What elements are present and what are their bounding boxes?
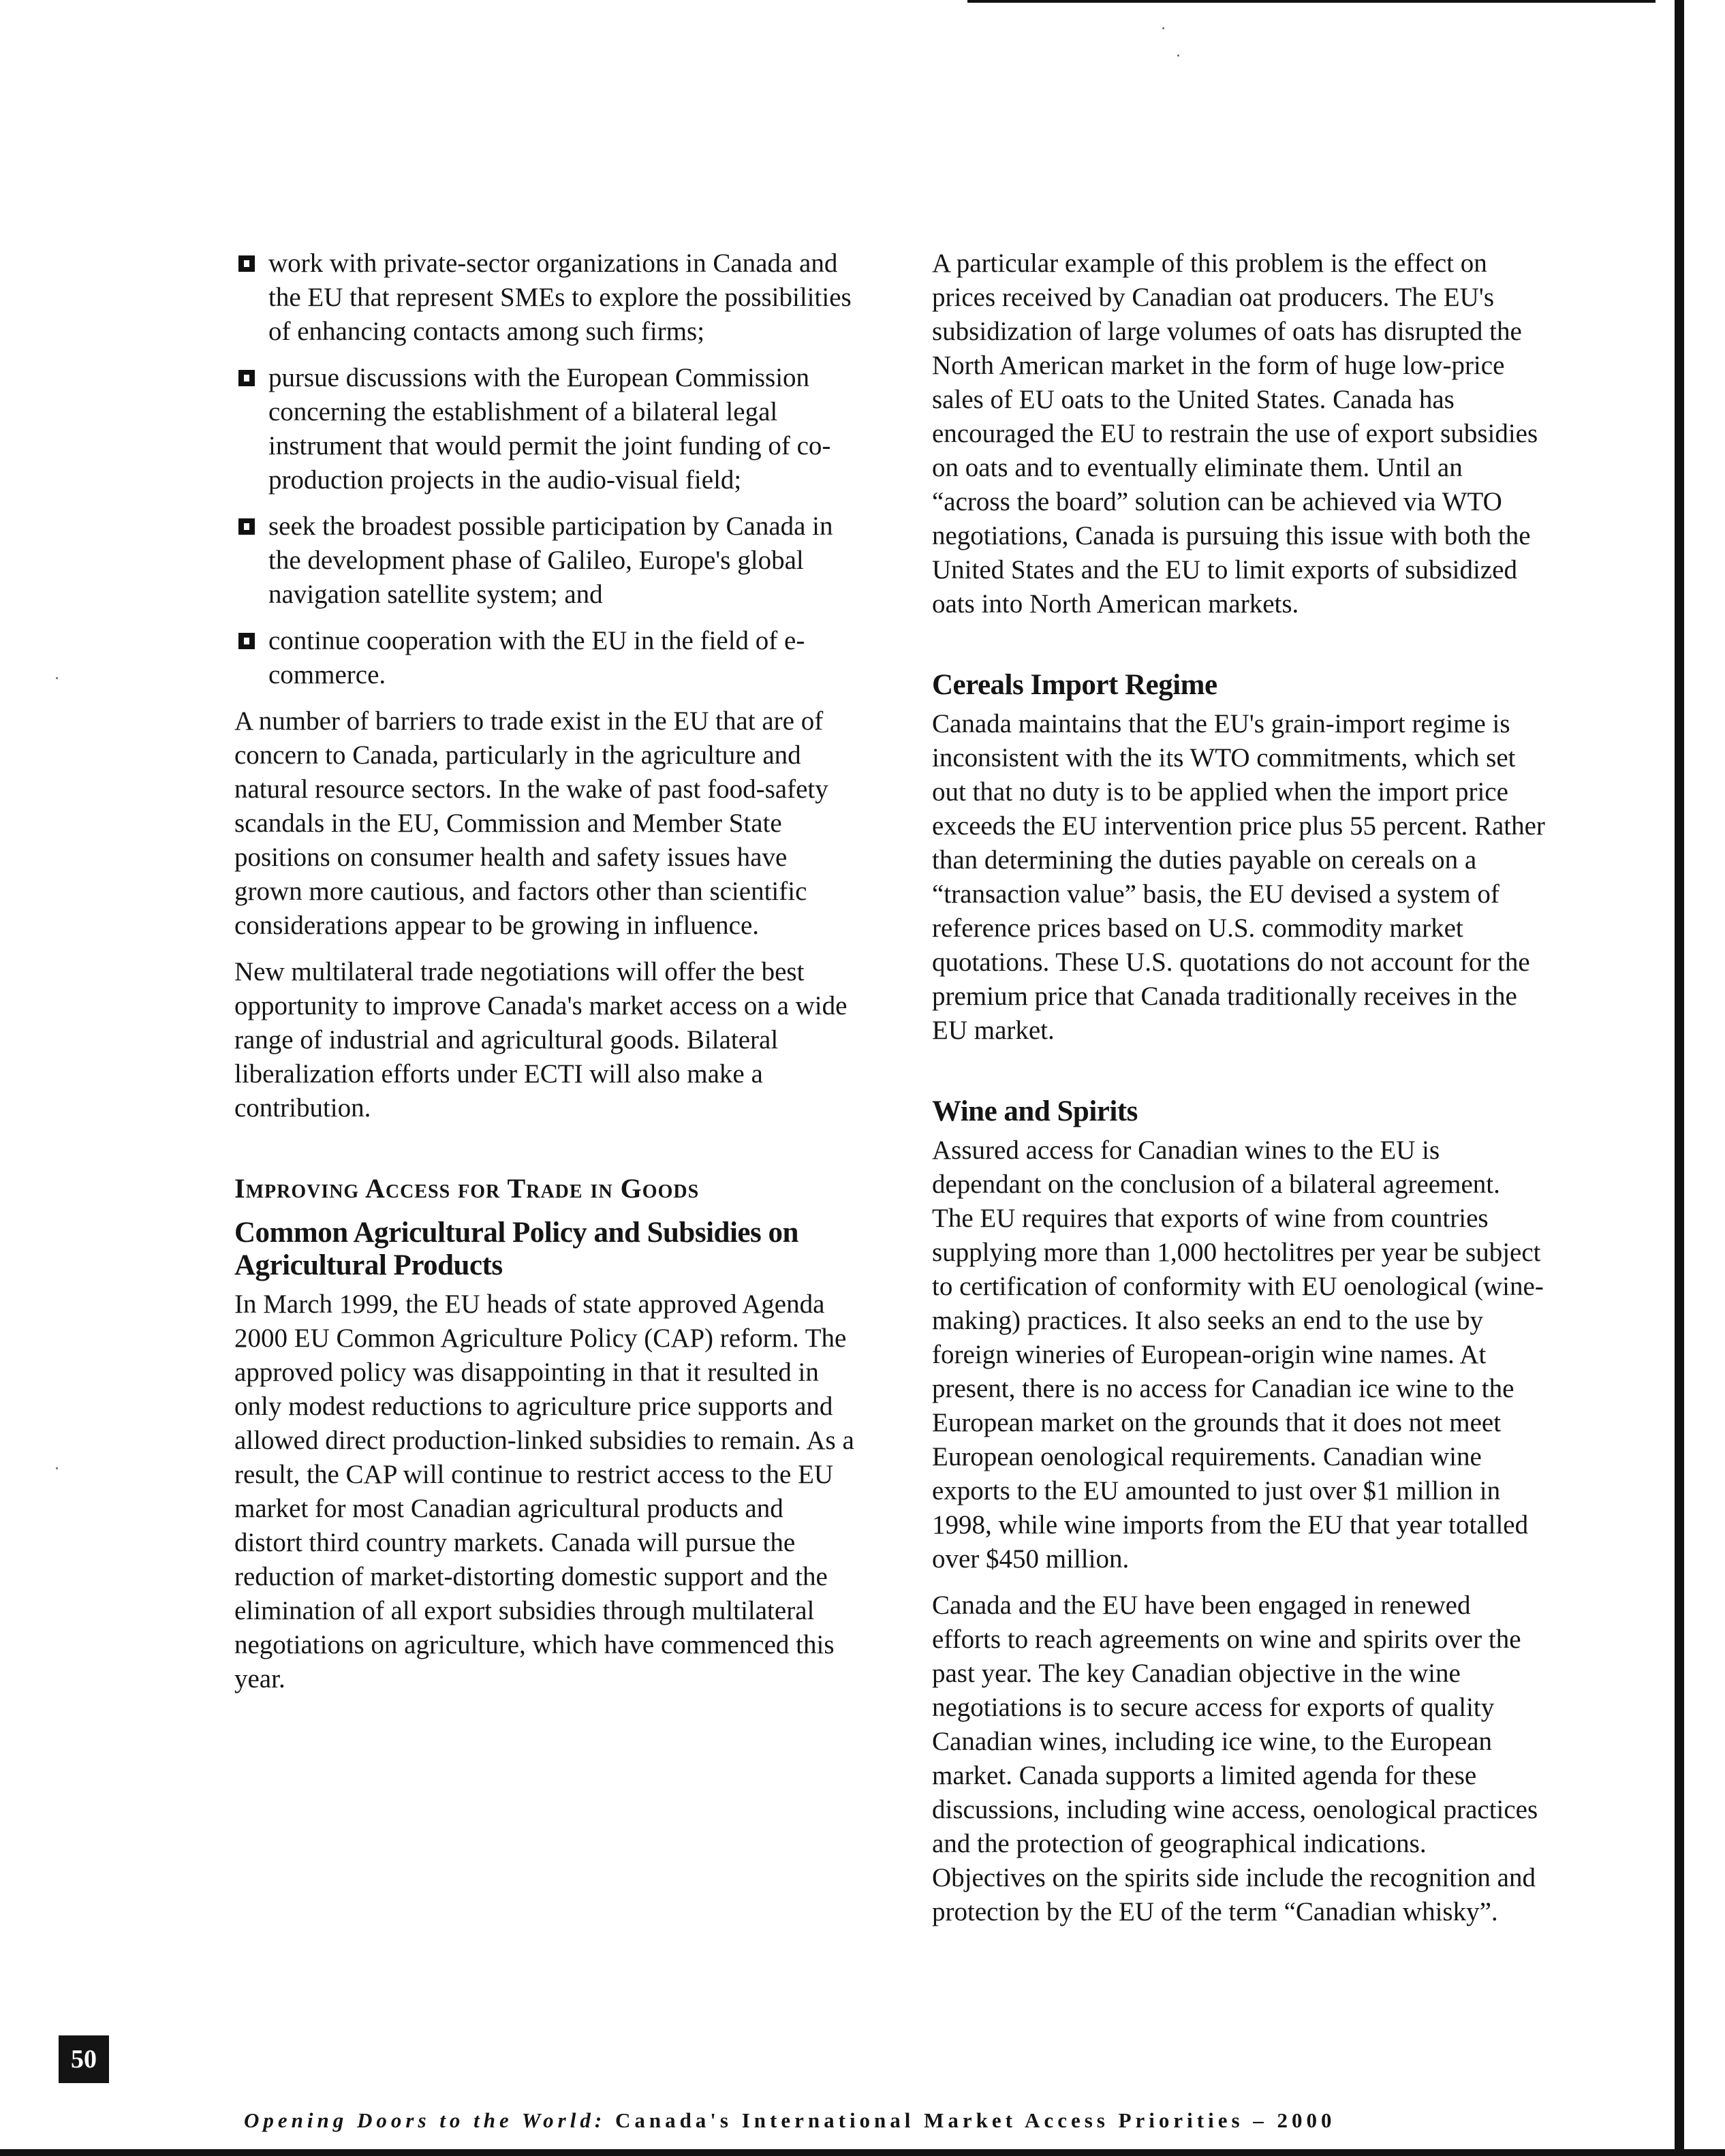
bullet-text: seek the broadest possible participation by Canada in the development phase of Galileo, Europe's global navigation satellite system; and: [268, 512, 833, 609]
bottom-edge-bar: [0, 2149, 1725, 2156]
scan-speck: [1162, 27, 1164, 29]
wine-paragraph-1: Assured access for Canadian wines to the EU is dependant on the conclusion of a bilateral agreement. The EU requires that exports of wine from countries supplying more than 1,000 hectolitres per year be subject to certification of conformity with EU oenological (wine-making) practices. It also seeks an end to the use by foreign wineries of European-origin wine names. At present, there is no access for Canadian ice wine to the European market on the grounds that it does not meet European oenological requirements. Canadian wine exports to the EU amounted to just over $1 million in 1998, while wine imports from the EU that year totalled over $450 million.: [932, 1136, 1544, 1574]
section-title: Improving Access for Trade in Goods: [234, 1173, 700, 1204]
cap-paragraph: In March 1999, the EU heads of state approved Agenda 2000 EU Common Agriculture Policy (CAP) reform. The approved policy was disappointing in that it resulted in only modest reductions to agriculture price supports and allowed direct production-linked subsidies to remain. As a result, the CAP will continue to restrict access to the EU market for most Canadian agricultural products and distort third country markets. Canada will pursue the reduction of market-distorting domestic support and the elimination of all export subsidies through multilateral negotiations on agriculture, which have commenced this year.: [234, 1290, 854, 1693]
scan-speck: [56, 677, 58, 679]
list-item: [234, 624, 854, 692]
list-item: [234, 510, 854, 612]
running-footer: [244, 2108, 1336, 2133]
square-bullet-icon: [238, 370, 255, 386]
footer-title-rest: Canada's International Market Access Priorities – 2000: [615, 2108, 1336, 2132]
barriers-paragraph: A number of barriers to trade exist in the EU that are of concern to Canada, particularly in the agriculture and natural resource sectors. In the wake of past food-safety scandals in the EU, Commission and Member State positions on consumer health and safety issues have grown more cautious, and factors other than scientific considerations appear to be growing in influence.: [234, 706, 828, 940]
bullet-text: continue cooperation with the EU in the field of e-commerce.: [268, 626, 805, 689]
negotiations-paragraph: New multilateral trade negotiations will offer the best opportunity to improve Canada's market access on a wide range of industrial and agricultural goods. Bilateral liberalization efforts under ECTI will also make a contribution.: [234, 957, 848, 1123]
square-bullet-icon: [238, 255, 255, 272]
wine-paragraph-2: Canada and the EU have been engaged in renewed efforts to reach agreements on wine and spirits over the past year. The key Canadian objective in the wine negotiations is to secure access for exports of quality Canadian wines, including ice wine, to the European market. Canada supports a limited agenda for these discussions, including wine access, oenological practices and the protection of geographical indications. Objectives on the spirits side include the recognition and protection by the EU of the term “Canadian whisky”.: [932, 1591, 1538, 1926]
list-item: [234, 247, 854, 349]
bullet-text: work with private-sector organizations in Canada and the EU that represent SMEs to explore the possibilities of enhancing contacts among such firms;: [268, 249, 852, 346]
cereals-paragraph: Canada maintains that the EU's grain-import regime is inconsistent with the its WTO commitments, which set out that no duty is to be applied when the import price exceeds the EU intervention price plus 55 percent. Rather than determining the duties payable on cereals on a “transaction value” basis, the EU devised a system of reference prices based on U.S. commodity market quotations. These U.S. quotations do not account for the premium price that Canada traditionally receives in the EU market.: [932, 709, 1545, 1045]
cap-heading: Common Agricultural Policy and Subsidies on Agricultural Products: [234, 1217, 798, 1281]
list-item: [234, 361, 854, 497]
square-bullet-icon: [238, 633, 255, 649]
footer-title-italic: Opening Doors to the World:: [244, 2108, 606, 2132]
scan-speck: [1177, 54, 1179, 57]
top-rule: [967, 0, 1656, 3]
left-column: [234, 247, 854, 1708]
right-column: [932, 247, 1545, 1941]
wine-heading: Wine and Spirits: [932, 1095, 1138, 1127]
page-number: 50: [59, 2035, 109, 2083]
bullet-text: pursue discussions with the European Commission concerning the establishment of a bilateral legal instrument that would permit the joint funding of co-production projects in the audio-visual field;: [268, 363, 831, 495]
bullet-list: [234, 247, 854, 692]
oats-paragraph: A particular example of this problem is the effect on prices received by Canadian oat producers. The EU's subsidization of large volumes of oats has disrupted the North American market in the form of huge low-price sales of EU oats to the United States. Canada has encouraged the EU to restrain the use of export subsidies on oats and to eventually eliminate them. Until an “across the board” solution can be achieved via WTO negotiations, Canada is pursuing this issue with both the United States and the EU to limit exports of subsidized oats into North American markets.: [932, 249, 1538, 619]
cereals-heading: Cereals Import Regime: [932, 669, 1217, 701]
right-edge-bar: [1675, 0, 1684, 2156]
square-bullet-icon: [238, 518, 255, 535]
scan-speck: [56, 1467, 58, 1469]
